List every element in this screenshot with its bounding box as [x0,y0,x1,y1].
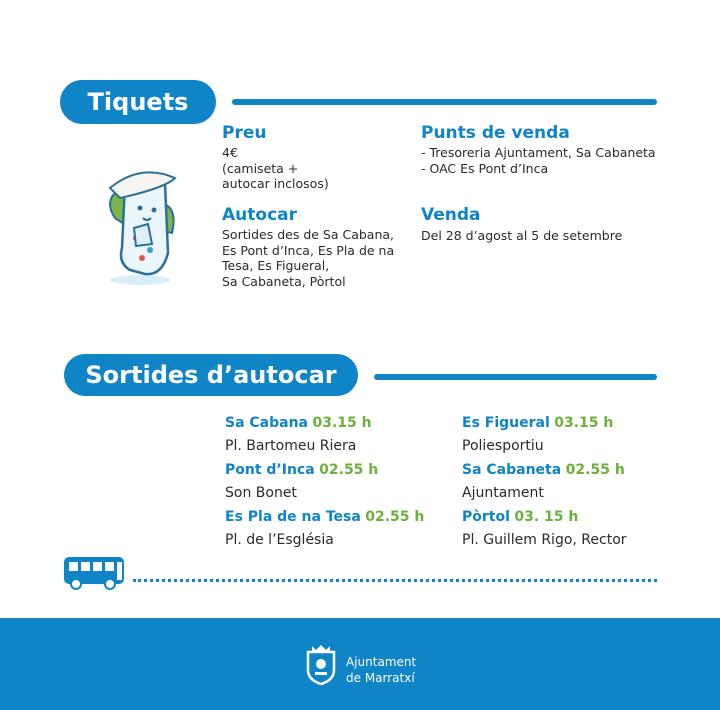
stop-time: 03.15 h [312,415,372,431]
stop-place: Ajuntament [462,485,544,501]
stop-place: Poliesportiu [462,438,544,454]
departures-divider [374,374,657,380]
stop-place: Pl. de l’Església [225,532,334,548]
sales-points-heading: Punts de venda [421,123,570,143]
bus-heading: Autocar [222,205,297,225]
stop-place: Pl. Bartomeu Riera [225,438,357,454]
stop-sa-cabana [225,413,372,456]
stop-name: Es Figueral [462,415,550,431]
sale-dates-text: Del 28 d’agost al 5 de setembre [421,228,623,243]
stop-place: Son Bonet [225,485,297,501]
stop-time: 03. 15 h [514,509,579,525]
stop-sa-cabaneta [462,460,625,503]
stop-name: Pòrtol [462,509,510,525]
crest-icon [302,644,340,686]
stop-place: Pl. Guillem Rigo, Rector [462,532,627,548]
stop-pont-dinca [225,460,378,503]
stop-time: 03.15 h [554,415,614,431]
sales-points-text: - Tresoreria Ajuntament, Sa Cabaneta - OAC Es Pont d’Inca [421,145,656,176]
mascot-illustration [90,158,190,288]
stop-name: Sa Cabana [225,415,309,431]
stop-time: 02.55 h [365,509,425,525]
bus-text: Sortides des de Sa Cabana, Es Pont d’Inca, Es Pla de na Tesa, Es Figueral, Sa Cabaneta, Pòrtol [222,227,395,289]
stop-name: Es Pla de na Tesa [225,509,361,525]
price-heading: Preu [222,123,267,143]
stop-es-pla-de-na-tesa [225,507,424,550]
sale-dates-heading: Venda [421,205,481,225]
logo-line-2: de Marratxí [346,671,415,685]
stop-time: 02.55 h [319,462,379,478]
price-text: 4€ (camiseta + autocar inclosos) [222,145,329,191]
stop-es-figueral [462,413,613,456]
tickets-title: Tiquets [60,80,216,124]
stop-portol [462,507,627,550]
stop-name: Sa Cabaneta [462,462,562,478]
stop-time: 02.55 h [565,462,625,478]
stop-name: Pont d’Inca [225,462,315,478]
departures-title: Sortides d’autocar [64,354,358,396]
logo-line-1: Ajuntament [346,655,417,669]
route-dotted-line [133,579,657,582]
tickets-divider [232,99,657,105]
bus-icon [63,556,125,590]
footer-logo-text [346,654,416,686]
